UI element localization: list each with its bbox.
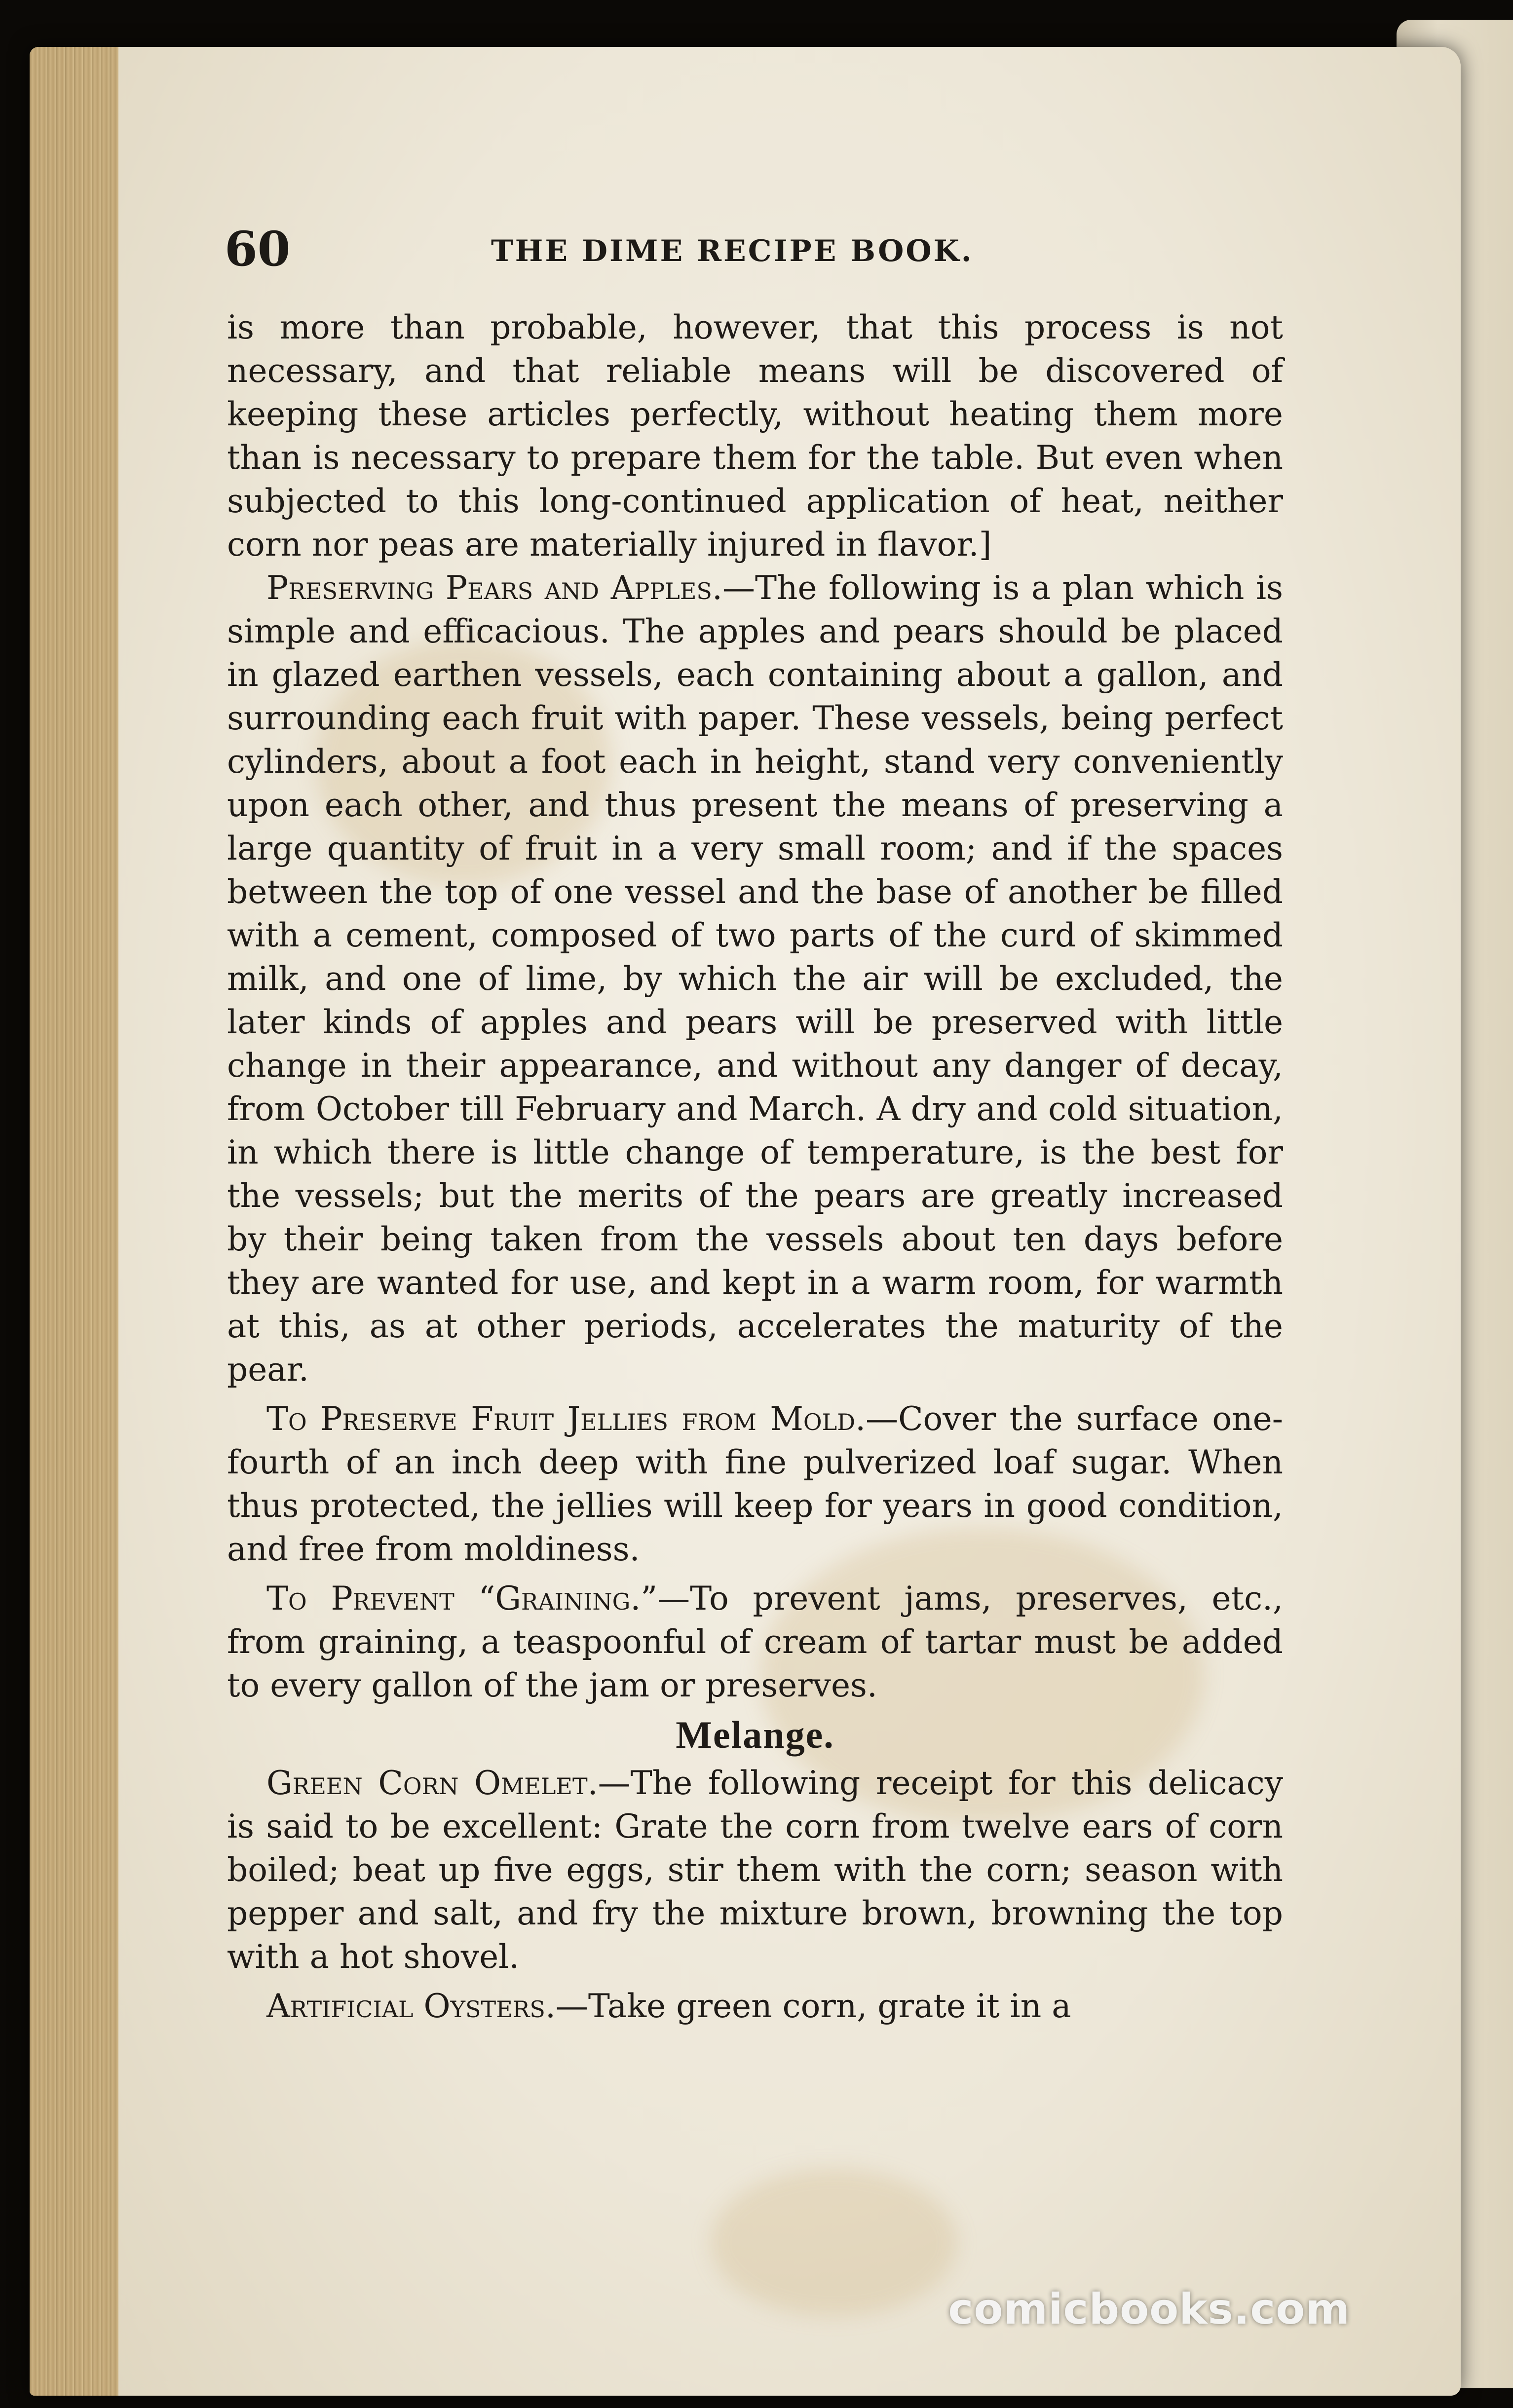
paragraph-green-corn-omelet xyxy=(227,1762,1283,1979)
body-text xyxy=(227,306,1283,2028)
entry-title: To Prevent “Graining.” xyxy=(266,1580,658,1618)
entry-title: To Preserve Fruit Jellies from Mold. xyxy=(266,1400,866,1438)
page-number: 60 xyxy=(225,221,291,277)
entry-body: —Cover the surface one-fourth of an inch deep with fine pulverized loaf sugar. When thus protected, the jellies will keep for years in good condition, and free from moldiness. xyxy=(227,1400,1283,1568)
section-heading: Melange. xyxy=(676,1713,834,1756)
entry-title: Artificial Oysters. xyxy=(266,1987,556,2025)
paper-stain xyxy=(711,2169,957,2317)
entry-body: —The following is a plan which is simple and efficacious. The apples and pears should be placed in glazed earthen vessels, each containing about a gallon, and surrounding each fruit with paper. These vessels, being perfect cylinders, about a foot each in height, stand very conveniently upon each other, and thus present the means of preserving a large quantity of fruit in a very small room; and if the spaces between the top of one vessel and the base of another be filled with a cement, composed of two parts of the curd of skimmed milk, and one of lime, by which the air will be excluded, the later kinds of apples and pears will be preserved with little change in their appearance, and without any danger of decay, from October till February and March. A dry and cold situation, in which there is little change of temperature, is the best for the vessels; but the merits of the pears are greatly increased by their being taken from the vessels about ten days before they are wanted for use, and kept in a warm room, for warmth at this, as at other periods, accelerates the maturity of the pear. xyxy=(227,569,1283,1389)
paragraph-continuation: is more than probable, however, that this process is not necessary, and that reliable means will be discovered of keeping these articles perfectly, without heating them more than is necessary to prepare them for the table. But even when subjected to this long-continued application of heat, neither corn nor peas are materially injured in flavor.] xyxy=(227,308,1283,564)
site-watermark: comicbooks.com xyxy=(948,2285,1350,2334)
book-title: THE DIME RECIPE BOOK. xyxy=(491,234,974,268)
paragraph-fruit-jellies xyxy=(227,1397,1283,1571)
paragraph-prevent-graining xyxy=(227,1577,1283,1707)
running-head xyxy=(225,217,1281,281)
entry-title: Green Corn Omelet. xyxy=(266,1764,598,1802)
entry-body: —To prevent jams, preserves, etc., from graining, a teaspoonful of cream of tartar must be added to every gallon of the jam or preserves. xyxy=(227,1580,1283,1704)
paragraph-preserving-pears xyxy=(227,566,1283,1392)
entry-title: Preserving Pears and Apples. xyxy=(266,569,722,607)
entry-body: —The following receipt for this delicacy is said to be excellent: Grate the corn from twelve ears of corn boiled; beat up five eggs, stir them with the corn; season with pepper and salt, and fry the mixture brown, browning the top with a hot shovel. xyxy=(227,1764,1283,1976)
entry-body: —Take green corn, grate it in a xyxy=(555,1987,1071,2025)
page-stack-edge xyxy=(30,47,118,2396)
paragraph-artificial-oysters xyxy=(227,1985,1283,2028)
